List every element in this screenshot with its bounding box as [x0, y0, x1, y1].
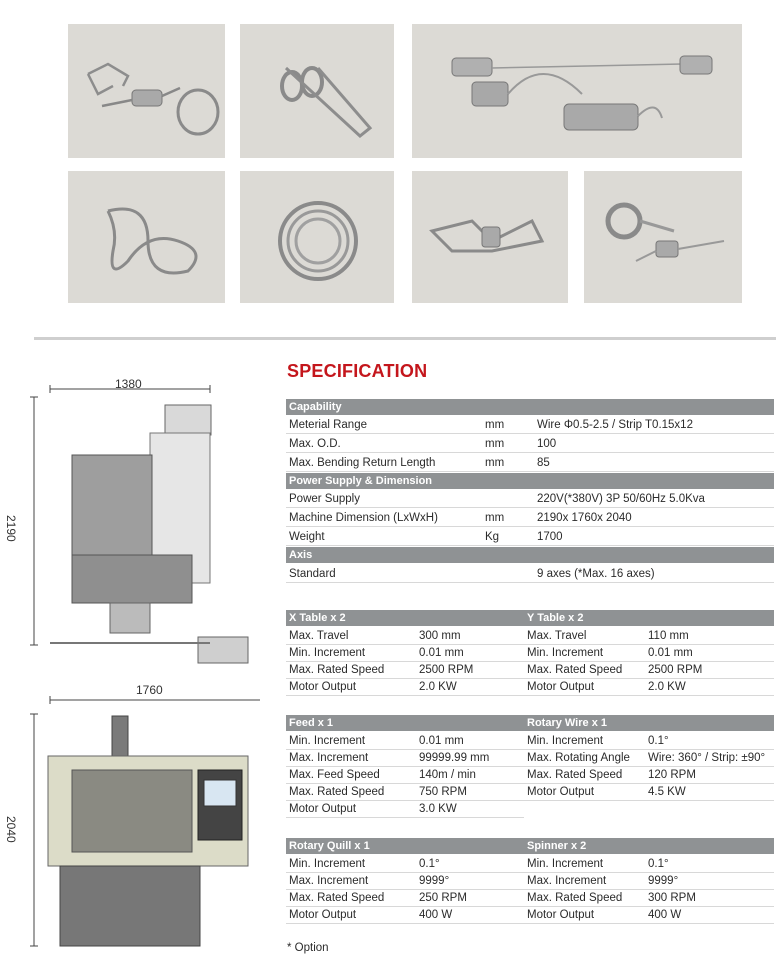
table-row: Motor Output 400 W — [286, 906, 524, 924]
photo-wire-clip — [412, 171, 568, 303]
table-row: Max. Rated Speed 120 RPM — [524, 766, 774, 784]
table-row: Min. Increment 0.01 mm — [286, 644, 524, 662]
table-row: Max. Travel 300 mm — [286, 627, 524, 645]
photo-coil-and-torsion-spring — [584, 171, 742, 303]
table-row: Max. Increment 9999° — [286, 872, 524, 890]
table-row: Motor Output 3.0 KW — [286, 800, 524, 818]
table-row: Weight Kg 1700 — [286, 528, 774, 546]
section-rotary-wire: Rotary Wire x 1 — [524, 715, 774, 731]
table-row: Power Supply 220V(*380V) 3P 50/60Hz 5.0Kva — [286, 490, 774, 508]
option-note: * Option — [287, 942, 329, 954]
section-y-table: Y Table x 2 — [524, 610, 774, 626]
section-axis: Axis — [286, 547, 774, 563]
dim-height-bottom: 2040 — [4, 816, 18, 843]
table-row: Max. Rotating Angle Wire: 360° / Strip: ±90° — [524, 749, 774, 767]
table-row: Max. Rated Speed 2500 RPM — [524, 661, 774, 679]
photo-figure-eight-wire — [68, 171, 225, 303]
table-row: Max. Rated Speed 2500 RPM — [286, 661, 524, 679]
table-row: Max. O.D. mm 100 — [286, 435, 774, 453]
table-row: Motor Output 2.0 KW — [524, 678, 774, 696]
photo-spring-wire-loop — [68, 24, 225, 158]
table-row: Max. Increment 99999.99 mm — [286, 749, 524, 767]
section-x-table: X Table x 2 — [286, 610, 524, 626]
dim-top-width: 1380 — [115, 377, 142, 391]
table-row: Motor Output 2.0 KW — [286, 678, 524, 696]
table-row: Min. Increment 0.01 mm — [286, 732, 524, 750]
table-row: Motor Output 400 W — [524, 906, 774, 924]
table-row: Max. Feed Speed 140m / min — [286, 766, 524, 784]
dim-height-top: 2190 — [4, 515, 18, 542]
section-capability: Capability — [286, 399, 774, 415]
photo-torsion-clip — [240, 24, 394, 158]
table-row: Max. Rated Speed 250 RPM — [286, 889, 524, 907]
table-row: Min. Increment 0.1° — [286, 855, 524, 873]
section-divider — [34, 337, 776, 340]
table-row: Max. Bending Return Length mm 85 — [286, 454, 774, 472]
table-row: Max. Travel 110 mm — [524, 627, 774, 645]
photo-spiral-spring — [240, 171, 394, 303]
table-row: Meterial Range mm Wire Φ0.5-2.5 / Strip T0.15x12 — [286, 416, 774, 434]
machine-side-view-drawing — [20, 375, 260, 675]
table-row: Machine Dimension (LxWxH) mm 2190x 1760x 2040 — [286, 509, 774, 527]
table-row: Max. Increment 9999° — [524, 872, 774, 890]
spec-title: SPECIFICATION — [287, 361, 428, 381]
section-spinner: Spinner x 2 — [524, 838, 774, 854]
dim-bottom-width: 1760 — [136, 683, 163, 697]
section-power-supply: Power Supply & Dimension — [286, 473, 774, 489]
section-feed: Feed x 1 — [286, 715, 524, 731]
table-row: Motor Output 4.5 KW — [524, 783, 774, 801]
table-row: Max. Rated Speed 750 RPM — [286, 783, 524, 801]
machine-front-view-drawing — [20, 690, 260, 960]
table-row: Max. Rated Speed 300 RPM — [524, 889, 774, 907]
photo-extension-springs — [412, 24, 742, 158]
table-row: Min. Increment 0.01 mm — [524, 644, 774, 662]
table-row: Standard 9 axes (*Max. 16 axes) — [286, 565, 774, 583]
table-row: Min. Increment 0.1° — [524, 732, 774, 750]
table-row: Min. Increment 0.1° — [524, 855, 774, 873]
section-rotary-quill: Rotary Quill x 1 — [286, 838, 524, 854]
